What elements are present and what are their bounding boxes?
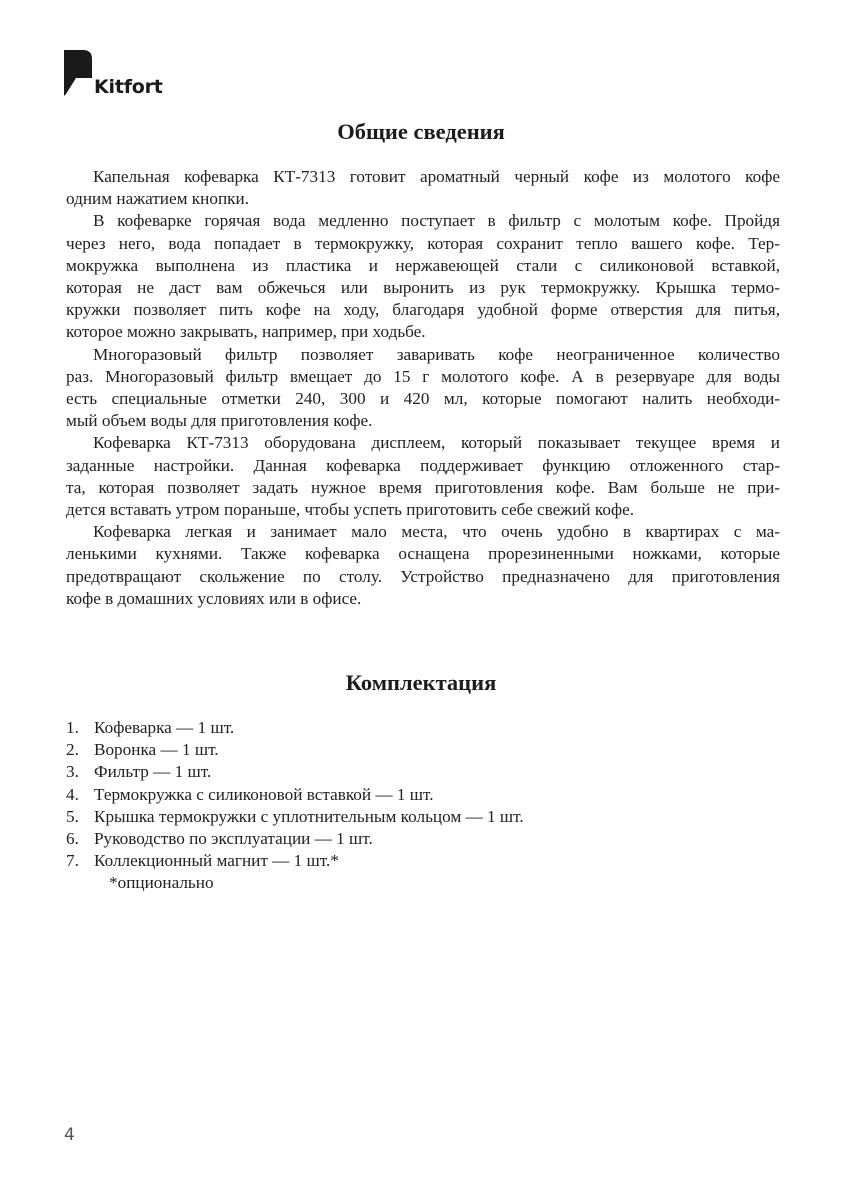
kitfort-logo-icon [64,50,92,96]
paragraph-line: есть специальные отметки 240, 300 и 420 мл, которые помогают налить необходи- [66,389,780,409]
list-item-number: 6. [66,829,79,849]
paragraph-line: дется вставать утром пораньше, чтобы успеть приготовить себе свежий кофе. [66,500,634,520]
paragraph-line: кружки позволяет пить кофе на ходу, благодаря удобной форме отверстия для питья, [66,300,780,320]
list-item [66,828,766,850]
list-item-number: 5. [66,806,79,826]
paragraph-line: которая не даст вам обжечься или выронить из рук термокружку. Крышка термо- [66,278,780,298]
package-contents-title: Комплектация [345,670,497,695]
list-item-number: 3. [66,762,79,782]
list-item [66,761,766,783]
paragraph-line: Многоразовый фильтр позволяет заваривать кофе неограниченное количество [93,344,780,364]
list-item-number: 1. [66,718,79,737]
list-item-number: 4. [66,784,79,804]
kitfort-logo [64,50,184,98]
list-item [66,850,766,872]
list-item-text: Термокружка с силиконовой вставкой — 1 шт. [94,784,434,804]
general-info-title: Общие сведения [337,119,505,144]
paragraph-line: раз. Многоразовый фильтр вмещает до 15 г молотого кофе. А в резервуаре для воды [66,366,780,386]
paragraph-line: через него, вода попадает в термокружку, которая сохранит тепло вашего кофе. Тер- [66,233,780,253]
list-item [66,717,766,739]
paragraph-line: ленькими кухнями. Также кофеварка оснащена прорезиненными ножками, которые [66,544,780,564]
list-item [66,739,766,761]
brand-name: Kitfort [94,76,163,98]
paragraph-line: одним нажатием кнопки. [66,189,249,209]
paragraph-line: которое можно закрывать, например, при ходьбе. [66,322,426,342]
list-item-text: Воронка — 1 шт. [94,740,219,760]
list-item-text: Кофеварка — 1 шт. [94,718,235,737]
list-item-text: Крышка термокружки с уплотнительным кольцом — 1 шт. [94,806,524,826]
paragraph-line: Капельная кофеварка КТ-7313 готовит ароматный черный кофе из молотого кофе [93,167,780,186]
paragraph [66,521,780,610]
paragraph [66,432,780,521]
paragraph-line: мый объем воды для приготовления кофе. [66,411,373,431]
paragraph-line: Кофеварка легкая и занимает мало места, что очень удобно в квартирах с ма- [93,522,780,542]
paragraph-line: мокружка выполнена из пластика и нержавеющей стали с силиконовой вставкой, [66,255,780,275]
list-item-text: Фильтр — 1 шт. [94,762,212,782]
optional-note: *опционально [109,873,214,892]
paragraph-line: заданные настройки. Данная кофеварка поддерживает функцию отложенного стар- [66,455,780,475]
package-contents-list [66,717,766,872]
list-item [66,806,766,828]
paragraph-line: предотвращают скольжение по столу. Устройство предназначено для приготовления [66,566,780,586]
paragraph [66,344,780,433]
paragraph-line: та, которая позволяет задать нужное время приготовления кофе. Вам больше не при- [66,477,780,497]
paragraph [66,166,780,210]
general-info-text [66,166,780,610]
list-item-number: 2. [66,740,79,760]
list-item-number: 7. [66,851,79,871]
paragraph-line: Кофеварка КТ-7313 оборудована дисплеем, который показывает текущее время и [93,433,780,453]
list-item [66,784,766,806]
list-item-text: Коллекционный магнит — 1 шт.* [94,851,339,871]
paragraph [66,210,780,343]
paragraph-line: кофе в домашних условиях или в офисе. [66,588,362,608]
page-number: 4 [64,1125,75,1145]
list-item-text: Руководство по эксплуатации — 1 шт. [94,829,373,849]
paragraph-line: В кофеварке горячая вода медленно поступает в фильтр с молотым кофе. Пройдя [93,211,780,231]
